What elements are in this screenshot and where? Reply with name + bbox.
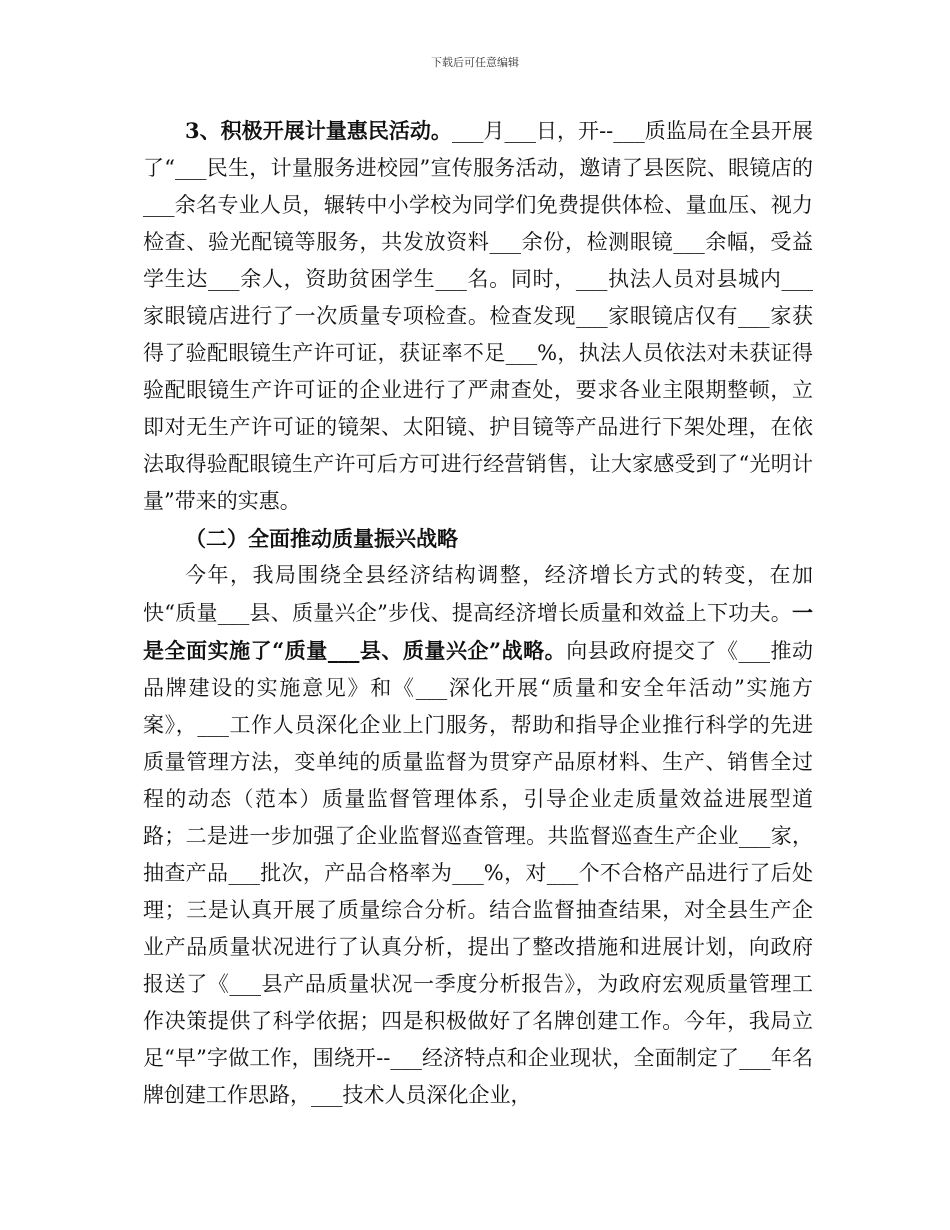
paragraph-intro-text: 今年，我局围绕全县经济结构调整，经济增长方式的转变，在加快“质量___县、质量兴企”步伐、提高经济增长质量和效益上下功夫。 (143, 563, 813, 625)
paragraph-metrology-activity (143, 112, 813, 520)
paragraph-text: ___月___日，开--___质监局在全县开展了“___民生，计量服务进校园”宣传服务活动，邀请了县医院、眼镜店的___余名专业人员，辗转中小学校为同学们免费提供体检、量血压、视力检查、验光配镜等服务，共发放资料___余份，检测眼镜___余幅，受益学生达___余人，资助贫困学生___名。同时，___执法人员对县城内___家眼镜店进行了一次质量专项检查。检查发现___家眼镜店仅有___家获得了验配眼镜生产许可证，获证率不足___%，执法人员依法对未获证得验配眼镜生产许可证的企业进行了严肃查处，要求各业主限期整顿，立即对无生产许可证的镜架、太阳镜、护目镜等产品进行下架处理，在依法取得验配眼镜生产许可后方可进行经营销售，让大家感受到了“光明计量”带来的实惠。 (143, 119, 813, 513)
paragraph-lead-bold: 3、积极开展计量惠民活动。 (185, 118, 452, 143)
section-heading: （二）全面推动质量振兴战略 (185, 526, 458, 551)
paragraph-quality-strategy (143, 557, 813, 1114)
paragraph-point-bold: 一是全面实施了“质量___县、质量兴企”战略。 (143, 600, 813, 663)
page-header-note: 下载后可任意编辑 (431, 56, 519, 69)
document-body (143, 112, 813, 1114)
paragraph-text: 向县政府提交了《___推动品牌建设的实施意见》和《___深化开展“质量和安全年活动”实施方案》，___工作人员深化企业上门服务，帮助和指导企业推行科学的先进质量管理方法，变单纯的质量监督为贯穿产品原材料、生产、销售全过程的动态（范本）质量监督管理体系，引导企业走质量效益进展型道路；二是进一步加强了企业监督巡查管理。共监督巡查生产企业___家，抽查产品___批次，产品合格率为___%，对___个不合格产品进行了后处理；三是认真开展了质量综合分析。结合监督抽查结果，对全县生产企业产品质量状况进行了认真分析，提出了整改措施和进展计划，向政府报送了《___县产品质量状况一季度分析报告》，为政府宏观质量管理工作决策提供了科学依据；四是积极做好了名牌创建工作。今年，我局立足“早”字做工作，围绕开--___经济特点和企业现状，全面制定了___年名牌创建工作思路，___技术人员深化企业， (143, 639, 813, 1107)
